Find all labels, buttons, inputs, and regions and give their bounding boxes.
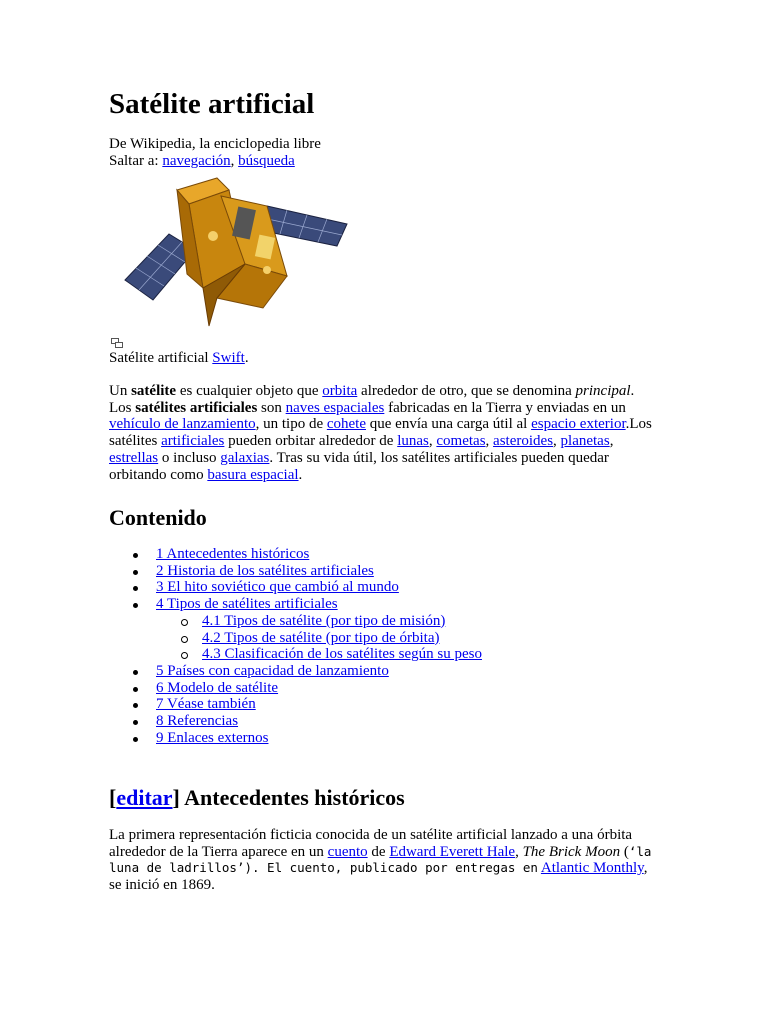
circle-bullet-icon bbox=[181, 652, 188, 659]
article-meta bbox=[109, 136, 321, 170]
text-run: La primera representación ficticia conocida de un satélite artificial lanzado a una órbita alrededor de la Tierra aparece en un bbox=[109, 827, 633, 860]
bullet-icon bbox=[133, 737, 138, 742]
toc-sublist-wrapper bbox=[109, 613, 482, 663]
toc-item bbox=[109, 680, 482, 697]
inline-link[interactable]: Atlantic Monthly bbox=[540, 860, 644, 877]
jump-links bbox=[109, 153, 321, 170]
toc-item bbox=[109, 730, 482, 747]
text-run: , bbox=[428, 433, 437, 450]
jump-separator: , bbox=[230, 153, 239, 169]
text-run: alrededor de otro, que se denomina bbox=[357, 383, 576, 399]
inline-link[interactable]: orbita bbox=[322, 383, 358, 399]
edit-close-bracket: ] bbox=[172, 785, 185, 810]
text-run: o incluso bbox=[158, 449, 221, 466]
toc-link[interactable]: 5 Países con capacidad de lanzamiento bbox=[156, 662, 389, 679]
text-run: , bbox=[515, 843, 523, 860]
bullet-icon bbox=[133, 670, 138, 675]
section-text bbox=[109, 827, 654, 894]
satellite-body bbox=[177, 178, 287, 326]
toc-item bbox=[109, 563, 482, 580]
intro-text bbox=[109, 383, 654, 483]
text-run: de bbox=[367, 843, 390, 860]
bullet-icon bbox=[133, 720, 138, 725]
text-run: , se inició en 1869. bbox=[109, 860, 648, 894]
caption-suffix: . bbox=[244, 350, 249, 366]
text-run: . bbox=[298, 466, 303, 483]
toc-subitem bbox=[109, 630, 482, 647]
text-run: que envía una carga útil al bbox=[366, 416, 532, 433]
swift-satellite-image[interactable] bbox=[117, 176, 349, 336]
inline-link[interactable]: artificiales bbox=[161, 433, 225, 450]
section-heading-antecedentes bbox=[109, 784, 405, 812]
page-title: Satélite artificial bbox=[109, 88, 315, 120]
inline-link[interactable]: cuento bbox=[327, 843, 368, 860]
toc-item bbox=[109, 713, 482, 730]
inline-link[interactable]: lunas bbox=[397, 433, 429, 450]
mono-text: ‘la luna de ladrillos’). El cuento, publicado por entregas en bbox=[109, 843, 652, 876]
toc-subitem bbox=[109, 646, 482, 663]
swift-link[interactable]: Swift bbox=[212, 350, 245, 366]
bold-term: satélite bbox=[131, 383, 177, 399]
text-run: , un tipo de bbox=[255, 416, 327, 433]
text-run: Un bbox=[109, 383, 132, 399]
toc-link[interactable]: 1 Antecedentes históricos bbox=[156, 546, 310, 562]
toc-item bbox=[109, 546, 482, 563]
caption-prefix: Satélite artificial bbox=[109, 350, 213, 366]
bold-term: satélites artificiales bbox=[135, 399, 258, 416]
toc-link[interactable]: 3 El hito soviético que cambió al mundo bbox=[156, 579, 399, 596]
toc-sublink[interactable]: 4.1 Tipos de satélite (por tipo de misión) bbox=[202, 612, 446, 629]
jump-prefix: Saltar a: bbox=[109, 153, 163, 169]
source-line: De Wikipedia, la enciclopedia libre bbox=[109, 136, 321, 152]
italic-term: The Brick Moon bbox=[522, 843, 621, 860]
inline-link[interactable]: espacio exterior bbox=[531, 416, 626, 433]
inline-link[interactable]: cohete bbox=[326, 416, 366, 433]
inline-link[interactable]: estrellas bbox=[109, 449, 159, 466]
image-caption bbox=[109, 350, 249, 367]
text-run: .Los satélites bbox=[109, 416, 652, 450]
intro-paragraph bbox=[109, 383, 654, 483]
inline-link[interactable]: Edward Everett Hale bbox=[389, 843, 516, 860]
magnify-icon[interactable] bbox=[111, 338, 123, 348]
search-link[interactable]: búsqueda bbox=[238, 153, 295, 169]
toc-list bbox=[109, 546, 482, 746]
circle-bullet-icon bbox=[181, 619, 188, 626]
toc-sublink[interactable]: 4.2 Tipos de satélite (por tipo de órbita) bbox=[202, 629, 440, 646]
toc-item bbox=[109, 663, 482, 680]
table-of-contents bbox=[109, 546, 482, 746]
toc-link[interactable]: 4 Tipos de satélites artificiales bbox=[156, 596, 338, 613]
edit-open-bracket: [ bbox=[109, 785, 117, 810]
bullet-icon bbox=[133, 687, 138, 692]
toc-link[interactable]: 9 Enlaces externos bbox=[156, 729, 269, 746]
toc-sublink[interactable]: 4.3 Clasificación de los satélites según su peso bbox=[202, 646, 482, 663]
italic-term: principal bbox=[575, 383, 631, 399]
toc-link[interactable]: 2 Historia de los satélites artificiales bbox=[156, 562, 374, 579]
text-run: , bbox=[609, 433, 614, 450]
text-run: son bbox=[257, 399, 286, 416]
section-title: Antecedentes históricos bbox=[184, 785, 405, 810]
inline-link[interactable]: planetas bbox=[560, 433, 610, 450]
toc-link[interactable]: 6 Modelo de satélite bbox=[156, 679, 279, 696]
navigation-link[interactable]: navegación bbox=[162, 153, 231, 169]
inline-link[interactable]: vehículo de lanzamiento bbox=[109, 416, 256, 433]
circle-bullet-icon bbox=[181, 636, 188, 643]
toc-sublist bbox=[109, 613, 482, 663]
toc-item bbox=[109, 579, 482, 596]
toc-link[interactable]: 8 Referencias bbox=[156, 713, 239, 730]
text-run: pueden orbitar alrededor de bbox=[224, 433, 398, 450]
inline-link[interactable]: basura espacial bbox=[207, 466, 299, 483]
text-run: , bbox=[553, 433, 561, 450]
bullet-icon bbox=[133, 603, 138, 608]
inline-link[interactable]: galaxias bbox=[220, 449, 270, 466]
toc-link[interactable]: 7 Véase también bbox=[156, 696, 256, 713]
toc-item bbox=[109, 696, 482, 713]
toc-heading: Contenido bbox=[109, 505, 207, 530]
inline-link[interactable]: asteroides bbox=[493, 433, 554, 450]
inline-link[interactable]: cometas bbox=[436, 433, 486, 450]
inline-link[interactable]: naves espaciales bbox=[285, 399, 385, 416]
text-run: , bbox=[485, 433, 494, 450]
bullet-icon bbox=[133, 703, 138, 708]
text-run: . Tras su vida útil, los satélites artificiales pueden quedar orbitando como bbox=[109, 449, 609, 483]
bullet-icon bbox=[133, 570, 138, 575]
text-run: es cualquier objeto que bbox=[176, 383, 323, 399]
text-run: fabricadas en la Tierra y enviadas en un bbox=[384, 399, 626, 416]
toc-subitem bbox=[109, 613, 482, 630]
section-paragraph bbox=[109, 827, 654, 894]
text-run: ( bbox=[620, 843, 629, 860]
bullet-icon bbox=[133, 586, 138, 591]
edit-link[interactable]: editar bbox=[116, 785, 173, 810]
bullet-icon bbox=[133, 553, 138, 558]
text-run: . Los bbox=[109, 383, 635, 416]
toc-item bbox=[109, 596, 482, 613]
